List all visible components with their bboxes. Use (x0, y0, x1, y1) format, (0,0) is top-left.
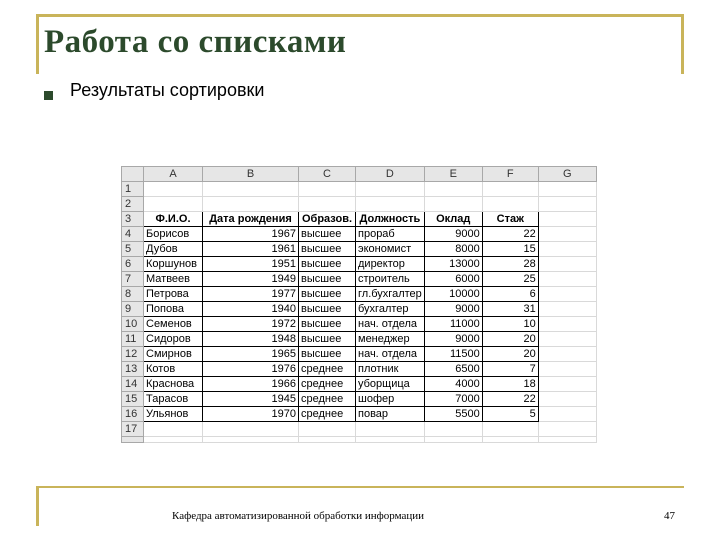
empty-cell[interactable] (538, 242, 596, 257)
table-cell[interactable]: 10000 (424, 287, 482, 302)
table-cell[interactable]: 7 (482, 362, 538, 377)
column-header[interactable]: E (424, 167, 482, 182)
empty-cell[interactable] (299, 422, 356, 437)
table-header-cell[interactable]: Стаж (482, 212, 538, 227)
table-row (122, 392, 597, 407)
table-cell[interactable]: 1945 (203, 392, 299, 407)
table-cell[interactable]: гл.бухгалтер (356, 287, 425, 302)
table-cell[interactable]: 6500 (424, 362, 482, 377)
select-all-corner[interactable] (122, 167, 144, 182)
empty-cell[interactable] (356, 197, 425, 212)
empty-cell[interactable] (538, 377, 596, 392)
table-cell[interactable]: высшее (299, 227, 356, 242)
empty-cell[interactable] (203, 422, 299, 437)
row-header (122, 437, 144, 443)
table-cell[interactable]: 6000 (424, 272, 482, 287)
footer-department: Кафедра автоматизированной обработки информации (172, 510, 425, 522)
row-header[interactable]: 16 (122, 407, 144, 422)
table-row (122, 332, 597, 347)
table-cell[interactable]: нач. отдела (356, 317, 425, 332)
table-row (122, 347, 597, 362)
table-cell[interactable]: 1948 (203, 332, 299, 347)
table-cell[interactable]: 1967 (203, 227, 299, 242)
column-header[interactable]: C (299, 167, 356, 182)
empty-cell[interactable] (538, 257, 596, 272)
table-cell[interactable]: Попова (144, 302, 203, 317)
table-cell[interactable]: 28 (482, 257, 538, 272)
table-cell[interactable]: бухгалтер (356, 302, 425, 317)
table-cell[interactable]: среднее (299, 377, 356, 392)
table-cell[interactable]: высшее (299, 257, 356, 272)
empty-cell[interactable] (538, 392, 596, 407)
column-header[interactable]: F (482, 167, 538, 182)
table-header-cell[interactable]: Ф.И.О. (144, 212, 203, 227)
table-cell[interactable]: 22 (482, 392, 538, 407)
empty-cell[interactable] (538, 317, 596, 332)
empty-cell[interactable] (203, 197, 299, 212)
empty-cell[interactable] (538, 227, 596, 242)
table-cell[interactable]: 15 (482, 242, 538, 257)
slide-frame-left (36, 14, 39, 74)
table-cell[interactable]: 5 (482, 407, 538, 422)
table-cell[interactable]: Котов (144, 362, 203, 377)
table-cell[interactable]: 1972 (203, 317, 299, 332)
table-cell[interactable]: повар (356, 407, 425, 422)
table-cell[interactable]: 1965 (203, 347, 299, 362)
table-row (122, 212, 597, 227)
table-cell[interactable]: 22 (482, 227, 538, 242)
empty-cell[interactable] (299, 197, 356, 212)
table-cell[interactable]: Тарасов (144, 392, 203, 407)
table-cell[interactable]: 1961 (203, 242, 299, 257)
column-header[interactable]: B (203, 167, 299, 182)
table-cell[interactable]: 1949 (203, 272, 299, 287)
table-cell[interactable]: среднее (299, 362, 356, 377)
table-row (122, 197, 597, 212)
empty-cell[interactable] (203, 182, 299, 197)
empty-cell[interactable] (424, 182, 482, 197)
empty-cell[interactable] (538, 422, 596, 437)
table-cell[interactable]: менеджер (356, 332, 425, 347)
empty-cell[interactable] (538, 182, 596, 197)
bullet-square-icon (44, 91, 53, 100)
table-cell[interactable]: 1970 (203, 407, 299, 422)
table-row (122, 227, 597, 242)
row-header[interactable]: 13 (122, 362, 144, 377)
empty-cell[interactable] (482, 197, 538, 212)
table-cell[interactable]: высшее (299, 302, 356, 317)
empty-cell[interactable] (424, 197, 482, 212)
table-cell[interactable]: Семенов (144, 317, 203, 332)
table-cell[interactable]: Дубов (144, 242, 203, 257)
table-cell[interactable]: прораб (356, 227, 425, 242)
page-number: 47 (664, 510, 675, 522)
empty-cell (144, 437, 203, 443)
table-header-cell[interactable]: Оклад (424, 212, 482, 227)
empty-cell[interactable] (538, 197, 596, 212)
table-header-cell[interactable]: Дата рождения (203, 212, 299, 227)
empty-cell[interactable] (356, 182, 425, 197)
empty-cell[interactable] (299, 182, 356, 197)
row-header[interactable]: 6 (122, 257, 144, 272)
table-cell[interactable]: 11500 (424, 347, 482, 362)
row-header[interactable]: 17 (122, 422, 144, 437)
table-cell[interactable]: высшее (299, 317, 356, 332)
table-cell[interactable]: Коршунов (144, 257, 203, 272)
row-header[interactable]: 8 (122, 287, 144, 302)
row-header[interactable]: 15 (122, 392, 144, 407)
table-cell[interactable]: Петрова (144, 287, 203, 302)
table-cell[interactable]: 1940 (203, 302, 299, 317)
row-header[interactable]: 3 (122, 212, 144, 227)
table-cell[interactable]: уборщица (356, 377, 425, 392)
table-row (122, 242, 597, 257)
row-header[interactable]: 5 (122, 242, 144, 257)
table-cell[interactable]: высшее (299, 287, 356, 302)
table-cell[interactable]: 8000 (424, 242, 482, 257)
table-cell[interactable]: высшее (299, 332, 356, 347)
empty-cell (299, 437, 356, 443)
empty-cell[interactable] (144, 422, 203, 437)
table-cell[interactable]: высшее (299, 242, 356, 257)
table-cell[interactable]: строитель (356, 272, 425, 287)
table-row (122, 182, 597, 197)
table-row (122, 407, 597, 422)
empty-cell[interactable] (144, 182, 203, 197)
row-header[interactable]: 10 (122, 317, 144, 332)
table-cell[interactable]: 9000 (424, 332, 482, 347)
table-cell[interactable]: 31 (482, 302, 538, 317)
empty-cell[interactable] (482, 422, 538, 437)
table-cell[interactable]: Сидоров (144, 332, 203, 347)
empty-cell[interactable] (538, 347, 596, 362)
empty-cell[interactable] (538, 272, 596, 287)
table-cell[interactable]: 13000 (424, 257, 482, 272)
table-cell[interactable]: высшее (299, 272, 356, 287)
table-cell[interactable]: 1976 (203, 362, 299, 377)
empty-cell[interactable] (538, 407, 596, 422)
spreadsheet-table (121, 166, 597, 443)
empty-cell[interactable] (424, 422, 482, 437)
table-row (122, 302, 597, 317)
slide-frame-top (36, 14, 684, 17)
table-cell[interactable]: 1966 (203, 377, 299, 392)
empty-cell (482, 437, 538, 443)
bullet-text: Результаты сортировки (70, 80, 265, 100)
row-header[interactable]: 11 (122, 332, 144, 347)
column-header[interactable]: G (538, 167, 596, 182)
row-header[interactable]: 9 (122, 302, 144, 317)
slide-frame-right (681, 14, 684, 74)
table-cell[interactable]: 1977 (203, 287, 299, 302)
table-cell[interactable]: 5500 (424, 407, 482, 422)
empty-cell (424, 437, 482, 443)
table-cell[interactable]: 7000 (424, 392, 482, 407)
empty-cell (203, 437, 299, 443)
empty-cell[interactable] (538, 332, 596, 347)
table-cell[interactable]: 18 (482, 377, 538, 392)
row-header[interactable]: 12 (122, 347, 144, 362)
table-row (122, 317, 597, 332)
table-row (122, 272, 597, 287)
row-header[interactable]: 1 (122, 182, 144, 197)
table-cell[interactable]: нач. отдела (356, 347, 425, 362)
column-header-row (122, 167, 597, 182)
table-cell[interactable]: Борисов (144, 227, 203, 242)
slide-frame-bottom (36, 486, 684, 488)
slide-title: Работа со списками (44, 24, 347, 60)
table-cell[interactable]: 11000 (424, 317, 482, 332)
table-cell[interactable]: 9000 (424, 302, 482, 317)
row-header[interactable]: 2 (122, 197, 144, 212)
table-cell[interactable]: шофер (356, 392, 425, 407)
column-header[interactable]: A (144, 167, 203, 182)
table-cell[interactable]: Ульянов (144, 407, 203, 422)
table-cell[interactable]: среднее (299, 392, 356, 407)
empty-cell[interactable] (538, 362, 596, 377)
table-cell[interactable]: высшее (299, 347, 356, 362)
empty-cell[interactable] (538, 212, 596, 227)
table-row (122, 377, 597, 392)
table-cell[interactable]: 4000 (424, 377, 482, 392)
table-cell[interactable]: 6 (482, 287, 538, 302)
table-row (122, 422, 597, 437)
row-header[interactable]: 7 (122, 272, 144, 287)
table-header-cell[interactable]: Образов. (299, 212, 356, 227)
row-header[interactable]: 4 (122, 227, 144, 242)
empty-cell (538, 437, 596, 443)
table-cell[interactable]: плотник (356, 362, 425, 377)
table-cell[interactable]: 1951 (203, 257, 299, 272)
table-cell[interactable]: 20 (482, 332, 538, 347)
table-row (122, 287, 597, 302)
empty-cell[interactable] (356, 422, 425, 437)
table-cell[interactable]: 10 (482, 317, 538, 332)
empty-cell (356, 437, 425, 443)
table-cell[interactable]: экономист (356, 242, 425, 257)
table-cell[interactable]: 20 (482, 347, 538, 362)
table-row (122, 257, 597, 272)
empty-cell[interactable] (538, 287, 596, 302)
table-row (122, 362, 597, 377)
table-cell[interactable]: директор (356, 257, 425, 272)
empty-cell[interactable] (538, 302, 596, 317)
slide-frame-bottom-left (36, 486, 39, 526)
empty-cell[interactable] (144, 197, 203, 212)
table-cell[interactable]: Смирнов (144, 347, 203, 362)
row-header[interactable]: 14 (122, 377, 144, 392)
table-row-partial (122, 437, 597, 443)
table-cell[interactable]: 25 (482, 272, 538, 287)
empty-cell[interactable] (482, 182, 538, 197)
column-header[interactable]: D (356, 167, 425, 182)
table-cell[interactable]: Краснова (144, 377, 203, 392)
table-cell[interactable]: 9000 (424, 227, 482, 242)
table-header-cell[interactable]: Должность (356, 212, 425, 227)
table-cell[interactable]: среднее (299, 407, 356, 422)
table-cell[interactable]: Матвеев (144, 272, 203, 287)
